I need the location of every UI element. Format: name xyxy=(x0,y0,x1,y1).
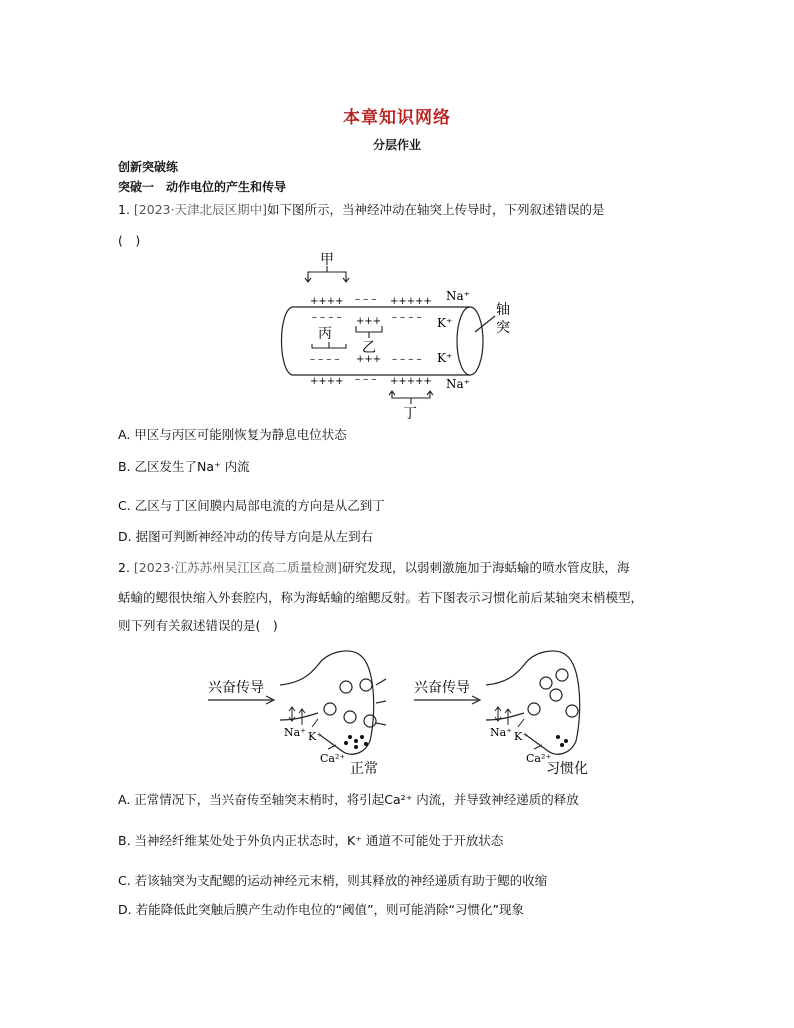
charge-bot-3: +++++ xyxy=(390,376,432,387)
page-subtitle: 分层作业 xyxy=(372,138,421,152)
question-1 xyxy=(118,197,678,222)
q2-option-a: A. 正常情况下，当兴奋传至轴突末梢时，将引起Ca²⁺ 内流，并导致神经递质的释放 xyxy=(118,792,579,807)
charge-bot-1: ++++ xyxy=(310,376,344,387)
question-number: 2. xyxy=(118,560,130,575)
question-stem: 如下图所示，当神经冲动在轴突上传导时，下列叙述错误的是 xyxy=(266,202,605,217)
q2-option-c: C. 若该轴突为支配鳃的运动神经元末梢，则其释放的神经递质有助于鳃的收缩 xyxy=(118,873,548,888)
question-2-line-3: 则下列有关叙述错误的是( ) xyxy=(118,618,278,633)
answer-paren: ( ) xyxy=(118,233,141,248)
q1-option-d: D. 据图可判断神经冲动的传导方向是从左到右 xyxy=(118,529,374,544)
section-breakthrough-1: 突破一 动作电位的产生和传导 xyxy=(118,180,287,194)
label-conduct-habit: 兴奋传导 xyxy=(414,680,470,696)
axon-terminal-figure xyxy=(200,645,630,780)
label-na-bot: Na⁺ xyxy=(446,377,470,391)
label-k-normal: K⁺ xyxy=(308,730,323,743)
charge-in-top-3: – – – – xyxy=(392,312,422,323)
charge-top-2: – – – xyxy=(355,294,377,305)
label-axon-2: 突 xyxy=(496,320,510,336)
charge-in-top-2: +++ xyxy=(356,316,382,327)
axon-figure xyxy=(270,252,530,422)
label-k-bot: K⁺ xyxy=(437,351,453,365)
label-na-habit: Na⁺ xyxy=(490,726,512,739)
label-normal: 正常 xyxy=(350,761,378,777)
charge-in-bot-2: +++ xyxy=(356,354,382,365)
charge-in-bot-1: – – – – xyxy=(310,354,340,365)
label-ca-normal: Ca²⁺ xyxy=(320,752,346,765)
question-source: [2023·江苏苏州吴江区高二质量检测] xyxy=(133,560,342,575)
charge-top-1: ++++ xyxy=(310,296,344,307)
question-2-line-2: 蛞蝓的鳃很快缩入外套腔内，称为海蛞蝓的缩鳃反射。若下图表示习惯化前后某轴突末梢模型， xyxy=(118,590,644,605)
q1-option-b: B. 乙区发生了Na⁺ 内流 xyxy=(118,459,250,474)
q2-option-d: D. 若能降低此突触后膜产生动作电位的“阈值”，则可能消除“习惯化”现象 xyxy=(118,902,524,917)
charge-top-3: +++++ xyxy=(390,296,432,307)
charge-in-bot-3: – – – – xyxy=(392,354,422,365)
charge-bot-2: – – – xyxy=(355,374,377,385)
section-practice: 创新突破练 xyxy=(118,160,179,174)
q1-option-c: C. 乙区与丁区间膜内局部电流的方向是从乙到丁 xyxy=(118,498,385,513)
label-bing: 丙 xyxy=(318,326,332,342)
label-ca-habit: Ca²⁺ xyxy=(526,752,552,765)
q2-option-b: B. 当神经纤维某处处于外负内正状态时，K⁺ 通道不可能处于开放状态 xyxy=(118,833,504,848)
label-yi: 乙 xyxy=(362,340,376,356)
label-jia: 甲 xyxy=(320,252,334,268)
q1-option-a: A. 甲区与丙区可能刚恢复为静息电位状态 xyxy=(118,427,347,442)
label-na-top: Na⁺ xyxy=(446,289,470,303)
label-axon-1: 轴 xyxy=(496,302,510,318)
question-source: [2023·天津北辰区期中] xyxy=(133,202,267,217)
label-conduct-normal: 兴奋传导 xyxy=(208,680,264,696)
page-title: 本章知识网络 xyxy=(343,108,451,128)
label-habit: 习惯化 xyxy=(546,761,588,777)
charge-in-top-1: – – – – xyxy=(312,312,342,323)
question-number: 1. xyxy=(118,202,130,217)
label-ding: 丁 xyxy=(403,406,417,422)
label-k-habit: K⁺ xyxy=(514,730,529,743)
question-2: 2. [2023·江苏苏州吴江区高二质量检测]研究发现，以弱刺激施加于海蛞蝓的喷水管皮肤，海 xyxy=(118,560,630,575)
label-k-top: K⁺ xyxy=(437,316,453,330)
label-na-normal: Na⁺ xyxy=(284,726,306,739)
